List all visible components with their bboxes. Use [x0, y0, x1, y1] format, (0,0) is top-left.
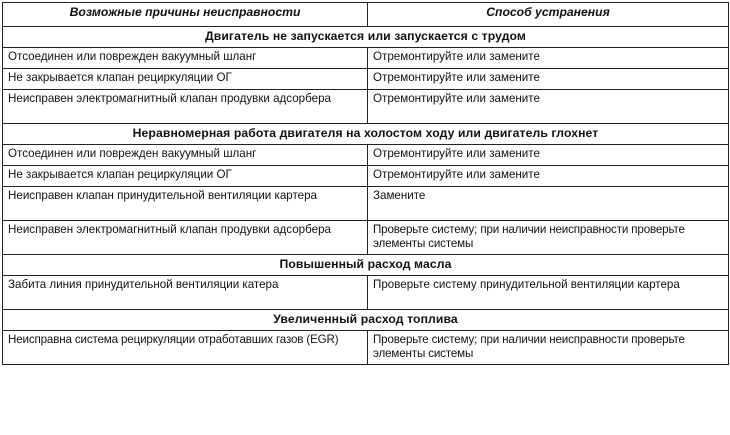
table-row [3, 276, 729, 310]
table-row [3, 69, 729, 90]
table-row [3, 221, 729, 255]
header-remedy: Способ устранения [368, 3, 729, 27]
remedy-cell: Отремонтируйте или замените [368, 90, 729, 124]
cause-cell: Не закрывается клапан рециркуляции ОГ [3, 69, 368, 90]
remedy-cell: Проверьте систему принудительной вентиляции картера [368, 276, 729, 310]
section-title: Двигатель не запускается или запускается с трудом [3, 27, 729, 48]
cause-cell: Неисправен электромагнитный клапан продувки адсорбера [3, 221, 368, 255]
table-row [3, 145, 729, 166]
section-title: Повышенный расход масла [3, 255, 729, 276]
cause-cell: Неисправен электромагнитный клапан продувки адсорбера [3, 90, 368, 124]
cause-cell: Отсоединен или поврежден вакуумный шланг [3, 48, 368, 69]
section-row [3, 310, 729, 331]
table-row [3, 166, 729, 187]
section-row [3, 255, 729, 276]
remedy-cell: Отремонтируйте или замените [368, 48, 729, 69]
cause-cell: Отсоединен или поврежден вакуумный шланг [3, 145, 368, 166]
table-header-row [3, 3, 729, 27]
section-title: Увеличенный расход топлива [3, 310, 729, 331]
table-row [3, 48, 729, 69]
section-row [3, 124, 729, 145]
cause-cell: Забита линия принудительной вентиляции катера [3, 276, 368, 310]
table-row [3, 331, 729, 365]
cause-cell: Не закрывается клапан рециркуляции ОГ [3, 166, 368, 187]
remedy-cell: Отремонтируйте или замените [368, 166, 729, 187]
cause-cell: Неисправен клапан принудительной вентиляции картера [3, 187, 368, 221]
remedy-cell: Проверьте систему; при наличии неисправности проверьте элементы системы [368, 331, 729, 365]
remedy-cell: Отремонтируйте или замените [368, 69, 729, 90]
remedy-cell: Отремонтируйте или замените [368, 145, 729, 166]
remedy-cell: Замените [368, 187, 729, 221]
remedy-cell: Проверьте систему; при наличии неисправности проверьте элементы системы [368, 221, 729, 255]
cause-cell: Неисправна система рециркуляции отработавших газов (EGR) [3, 331, 368, 365]
header-causes: Возможные причины неисправности [3, 3, 368, 27]
table-row [3, 187, 729, 221]
section-title: Неравномерная работа двигателя на холостом ходу или двигатель глохнет [3, 124, 729, 145]
table-row [3, 90, 729, 124]
troubleshooting-table [2, 2, 729, 365]
section-row [3, 27, 729, 48]
